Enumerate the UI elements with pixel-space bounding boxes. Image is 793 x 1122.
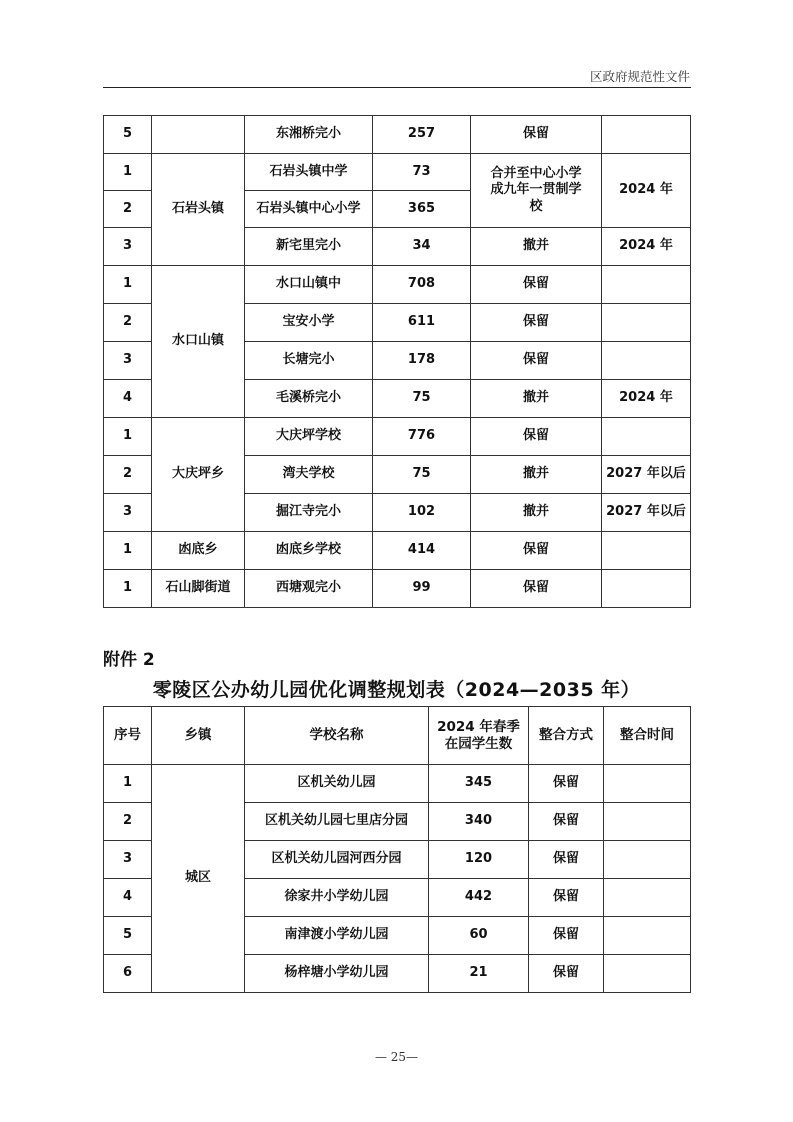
header-method: 整合方式 (529, 707, 604, 765)
row-number: 1 (104, 765, 152, 803)
student-count: 414 (373, 532, 471, 570)
integration-time (602, 342, 691, 380)
row-number: 2 (104, 304, 152, 342)
school-name: 杨梓塘小学幼儿园 (245, 955, 429, 993)
town-cell: 水口山镇 (152, 266, 245, 418)
row-number: 4 (104, 380, 152, 418)
student-count: 340 (429, 803, 529, 841)
integration-method: 保留 (471, 532, 602, 570)
school-name: 掘江寺完小 (245, 494, 373, 532)
integration-method: 合并至中心小学成九年一贯制学校 (471, 154, 602, 228)
integration-time (604, 879, 691, 917)
school-name: 区机关幼儿园 (245, 765, 429, 803)
school-name: 长塘完小 (245, 342, 373, 380)
student-count: 120 (429, 841, 529, 879)
row-number: 3 (104, 228, 152, 266)
kindergarten-table (103, 706, 691, 993)
school-name: 南津渡小学幼儿园 (245, 917, 429, 955)
row-number: 5 (104, 116, 152, 154)
integration-time (604, 955, 691, 993)
integration-time: 2024 年 (602, 380, 691, 418)
integration-method: 保留 (471, 570, 602, 608)
student-count: 442 (429, 879, 529, 917)
integration-time (602, 266, 691, 304)
integration-time: 2027 年以后 (602, 494, 691, 532)
school-name: 石岩头镇中学 (245, 154, 373, 191)
row-number: 2 (104, 191, 152, 228)
school-name: 徐家井小学幼儿园 (245, 879, 429, 917)
school-name: 宝安小学 (245, 304, 373, 342)
table-row (104, 154, 691, 191)
integration-method: 保留 (471, 418, 602, 456)
town-cell: 石山脚街道 (152, 570, 245, 608)
table-row (104, 532, 691, 570)
table-row (104, 418, 691, 456)
student-count: 257 (373, 116, 471, 154)
student-count: 611 (373, 304, 471, 342)
integration-time (604, 803, 691, 841)
school-name: 新宅里完小 (245, 228, 373, 266)
school-name: 水口山镇中 (245, 266, 373, 304)
row-number: 3 (104, 494, 152, 532)
student-count: 75 (373, 456, 471, 494)
row-number: 2 (104, 456, 152, 494)
integration-time (604, 841, 691, 879)
row-number: 1 (104, 570, 152, 608)
student-count: 75 (373, 380, 471, 418)
integration-time (602, 116, 691, 154)
integration-method: 保留 (471, 266, 602, 304)
table-header-row (104, 707, 691, 765)
school-name: 区机关幼儿园七里店分园 (245, 803, 429, 841)
student-count: 102 (373, 494, 471, 532)
school-table-continued (103, 115, 691, 608)
integration-method: 保留 (471, 116, 602, 154)
row-number: 5 (104, 917, 152, 955)
integration-time: 2024 年 (602, 154, 691, 228)
integration-time (602, 532, 691, 570)
header-rule (103, 87, 691, 88)
row-number: 3 (104, 841, 152, 879)
row-number: 1 (104, 418, 152, 456)
header-document-type: 区政府规范性文件 (589, 69, 690, 84)
integration-method: 保留 (471, 304, 602, 342)
integration-time (604, 917, 691, 955)
student-count: 73 (373, 154, 471, 191)
student-count: 708 (373, 266, 471, 304)
row-number: 2 (104, 803, 152, 841)
school-name: 毛溪桥完小 (245, 380, 373, 418)
town-cell: 石岩头镇 (152, 154, 245, 266)
header-student-count: 2024 年春季在园学生数 (429, 707, 529, 765)
table-row (104, 570, 691, 608)
student-count: 365 (373, 191, 471, 228)
header-town: 乡镇 (152, 707, 245, 765)
integration-method: 撤并 (471, 228, 602, 266)
school-name: 西塘观完小 (245, 570, 373, 608)
row-number: 6 (104, 955, 152, 993)
student-count: 99 (373, 570, 471, 608)
integration-method: 保留 (529, 765, 604, 803)
header-time: 整合时间 (604, 707, 691, 765)
integration-method: 保留 (529, 803, 604, 841)
integration-time: 2027 年以后 (602, 456, 691, 494)
student-count: 34 (373, 228, 471, 266)
student-count: 21 (429, 955, 529, 993)
integration-method: 撤并 (471, 494, 602, 532)
attachment-label: 附件 2 (103, 650, 155, 670)
integration-time: 2024 年 (602, 228, 691, 266)
student-count: 60 (429, 917, 529, 955)
row-number: 1 (104, 532, 152, 570)
school-name: 湾夫学校 (245, 456, 373, 494)
town-cell (152, 116, 245, 154)
header-no: 序号 (104, 707, 152, 765)
row-number: 1 (104, 154, 152, 191)
table-row (104, 765, 691, 803)
table-row (104, 266, 691, 304)
integration-time (604, 765, 691, 803)
town-cell: 大庆坪乡 (152, 418, 245, 532)
table-row (104, 116, 691, 154)
student-count: 345 (429, 765, 529, 803)
integration-method: 保留 (529, 955, 604, 993)
integration-method: 保留 (471, 342, 602, 380)
table-title: 零陵区公办幼儿园优化调整规划表（2024—2035 年） (152, 679, 641, 701)
header-school-name: 学校名称 (245, 707, 429, 765)
row-number: 1 (104, 266, 152, 304)
page-number: — 25— (374, 1050, 419, 1064)
school-name: 区机关幼儿园河西分园 (245, 841, 429, 879)
school-name: 石岩头镇中心小学 (245, 191, 373, 228)
integration-method: 撤并 (471, 456, 602, 494)
integration-method: 保留 (529, 917, 604, 955)
school-name: 大庆坪学校 (245, 418, 373, 456)
integration-time (602, 418, 691, 456)
student-count: 178 (373, 342, 471, 380)
integration-method: 保留 (529, 879, 604, 917)
row-number: 4 (104, 879, 152, 917)
integration-method: 保留 (529, 841, 604, 879)
school-name: 东湘桥完小 (245, 116, 373, 154)
town-cell: 城区 (152, 765, 245, 993)
integration-method: 撤并 (471, 380, 602, 418)
integration-time (602, 570, 691, 608)
integration-time (602, 304, 691, 342)
student-count: 776 (373, 418, 471, 456)
town-cell: 凼底乡 (152, 532, 245, 570)
school-name: 凼底乡学校 (245, 532, 373, 570)
row-number: 3 (104, 342, 152, 380)
